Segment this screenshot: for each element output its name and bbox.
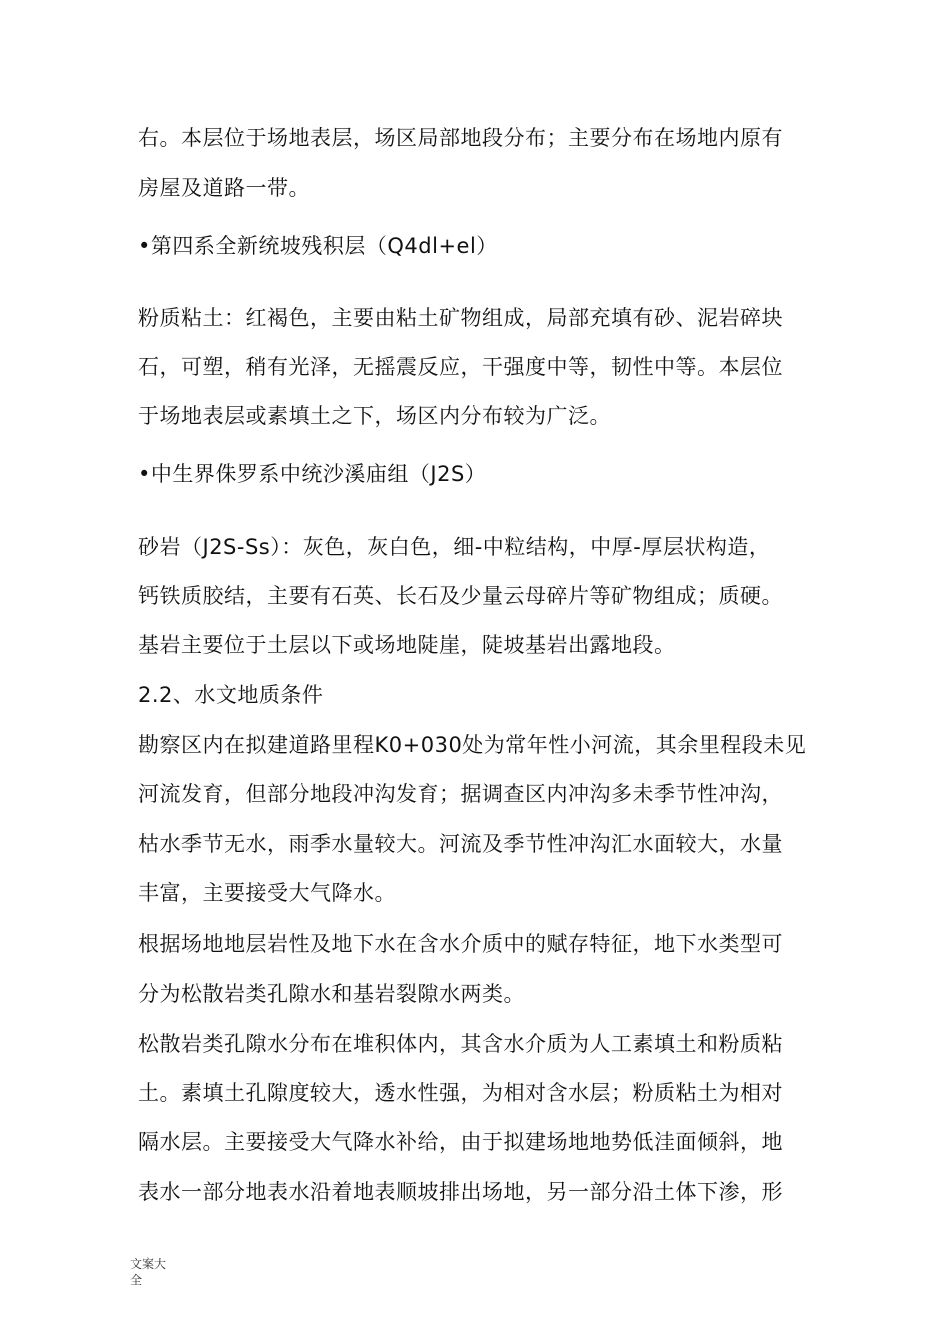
text-line: 枯水季节无水，雨季水量较大。河流及季节性冲沟汇水面较大，水量 xyxy=(138,832,783,856)
section-heading: •中生界侏罗系中统沙溪庙组（J2S） xyxy=(138,462,487,486)
text-line: 勘察区内在拟建道路里程K0+030处为常年性小河流，其余里程段未见 xyxy=(138,733,807,757)
text-line: 基岩主要位于土层以下或场地陡崖，陡坡基岩出露地段。 xyxy=(138,633,676,657)
text-line: 石，可塑，稍有光泽，无摇震反应，干强度中等，韧性中等。本层位 xyxy=(138,355,783,379)
text-line: 钙铁质胶结，主要有石英、长石及少量云母碎片等矿物组成；质硬。 xyxy=(138,584,783,608)
section-title: 2.2、水文地质条件 xyxy=(138,683,324,707)
text-line: 土。素填土孔隙度较大，透水性强，为相对含水层；粉质粘土为相对 xyxy=(138,1081,783,1105)
text-line: 松散岩类孔隙水分布在堆积体内，其含水介质为人工素填土和粉质粘 xyxy=(138,1032,783,1056)
text-line: 于场地表层或素填土之下，场区内分布较为广泛。 xyxy=(138,404,611,428)
text-line: 分为松散岩类孔隙水和基岩裂隙水两类。 xyxy=(138,982,525,1006)
text-line: 丰富，主要接受大气降水。 xyxy=(138,881,396,905)
text-line: 粉质粘土：红褐色，主要由粘土矿物组成，局部充填有砂、泥岩碎块 xyxy=(138,306,783,330)
text-line: 隔水层。主要接受大气降水补给，由于拟建场地地势低洼面倾斜，地 xyxy=(138,1130,783,1154)
text-line: 砂岩（J2S-Ss）：灰色，灰白色，细-中粒结构，中厚-厚层状构造， xyxy=(138,535,771,559)
text-line: 房屋及道路一带。 xyxy=(138,176,310,200)
footer-text: 文案大全 xyxy=(130,1257,167,1287)
text-line: 表水一部分地表水沿着地表顺坡排出场地，另一部分沿土体下渗，形 xyxy=(138,1180,783,1204)
text-line: 河流发育，但部分地段冲沟发育；据调查区内冲沟多未季节性冲沟， xyxy=(138,782,783,806)
text-line: 右。本层位于场地表层，场区局部地段分布；主要分布在场地内原有 xyxy=(138,126,783,150)
text-line: 根据场地地层岩性及地下水在含水介质中的赋存特征，地下水类型可 xyxy=(138,932,783,956)
section-heading: •第四系全新统坡残积层（Q4dl+el） xyxy=(138,234,498,258)
